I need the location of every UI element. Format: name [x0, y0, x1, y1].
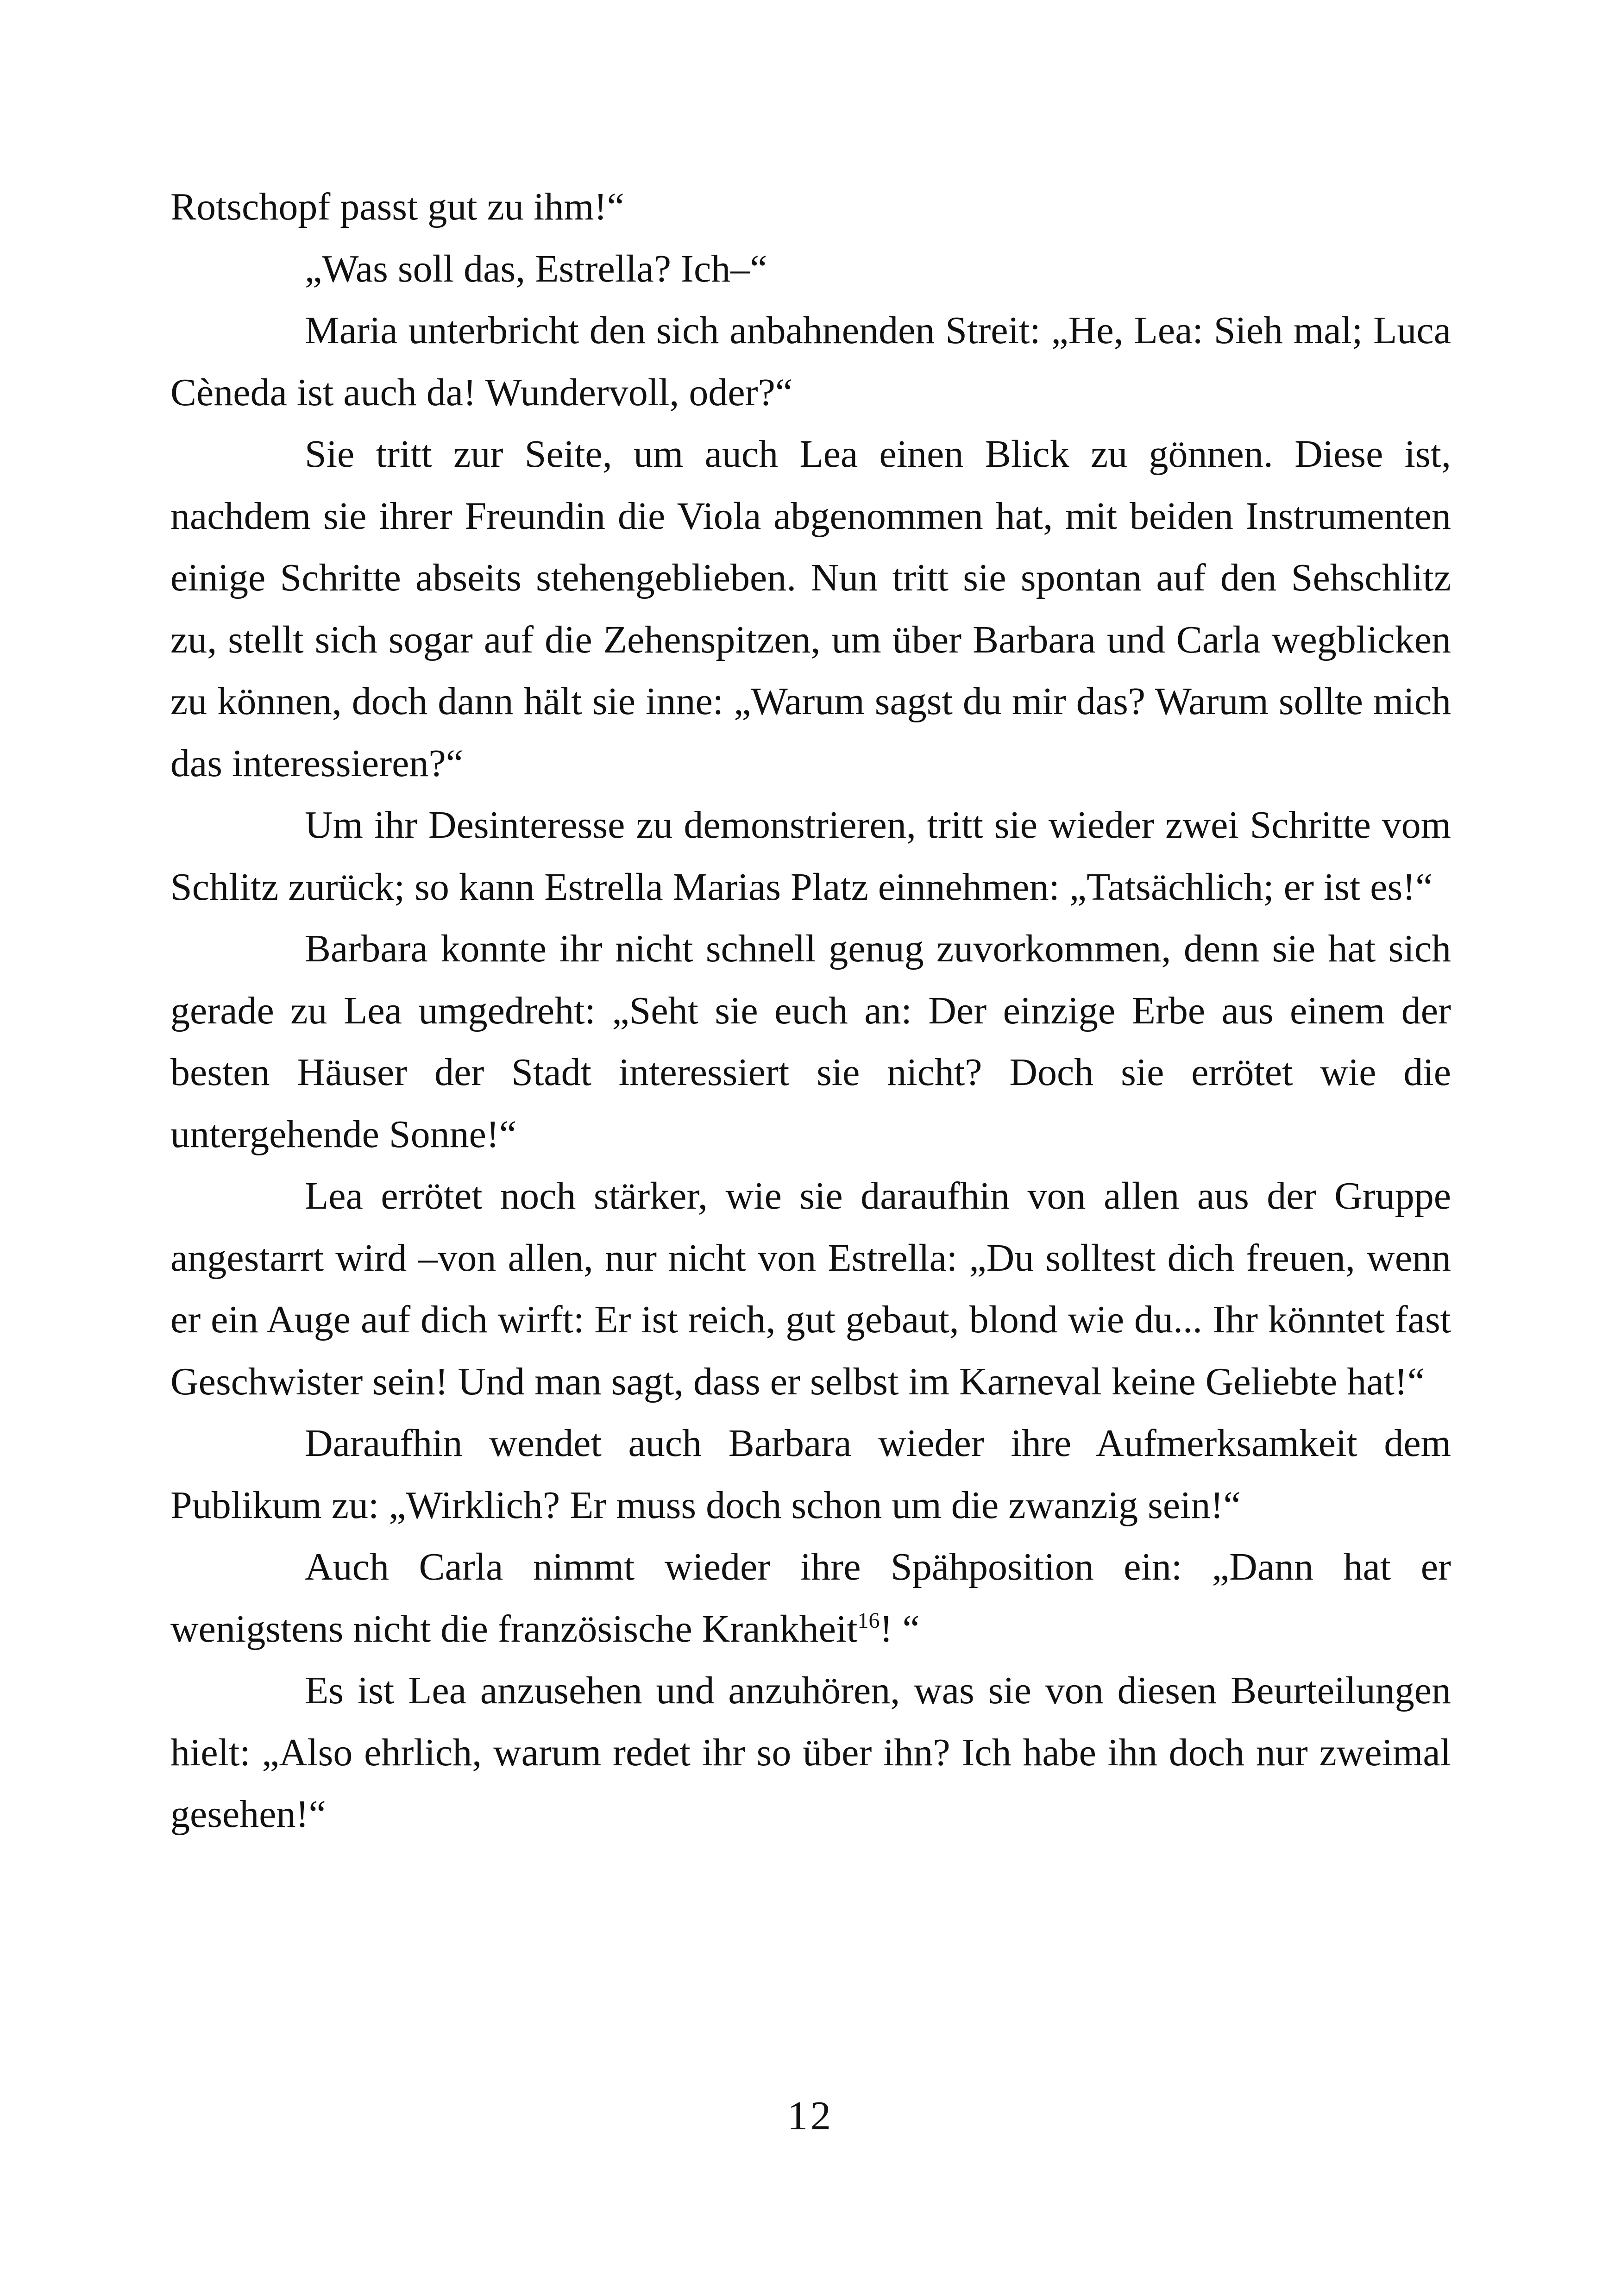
paragraph-6: Barbara konnte ihr nicht schnell genug zuvorkommen, denn sie hat sich gerade zu Lea umgedreht: „Seht sie euch an: Der einzige Erbe aus einem der besten Häuser der Stadt interessiert sie nicht? Doch sie errötet wie die untergehende Sonne!“: [170, 927, 1451, 1156]
paragraph-3: Maria unterbricht den sich anbahnenden Streit: „He, Lea: Sieh mal; Luca Cèneda ist auch da! Wundervoll, oder?“: [170, 309, 1451, 414]
paragraph-9-text: Auch Carla nimmt wieder ihre Spähposition ein: „Dann hat er wenigstens nicht die französische Krankheit: [170, 1545, 1451, 1650]
paragraph-7: Lea errötet noch stärker, wie sie daraufhin von allen aus der Gruppe angestarrt wird –von allen, nur nicht von Estrella: „Du solltest dich freuen, wenn er ein Auge auf dich wirft: Er ist reich, gut gebaut, blond wie du... Ihr könntet fast Geschwister sein! Und man sagt, dass er selbst im Karneval keine Geliebte hat!“: [170, 1174, 1451, 1403]
paragraph-10: Es ist Lea anzusehen und anzuhören, was sie von diesen Beurteilungen hielt: „Also ehrlich, warum redet ihr so über ihn? Ich habe ihn doch nur zweimal gesehen!“: [170, 1669, 1451, 1836]
paragraph-8: Daraufhin wendet auch Barbara wieder ihre Aufmerksamkeit dem Publikum zu: „Wirklich? Er muss doch schon um die zwanzig sein!“: [170, 1422, 1451, 1527]
footnote-marker[interactable]: 16: [857, 1608, 880, 1633]
page-number: 12: [787, 2094, 834, 2139]
paragraph-2: „Was soll das, Estrella? Ich–“: [305, 247, 767, 290]
paragraph-4: Sie tritt zur Seite, um auch Lea einen Blick zu gönnen. Diese ist, nachdem sie ihrer Freundin die Viola abgenommen hat, mit beiden Instrumenten einige Schritte abseits stehengeblieben. Nun tritt sie spontan auf den Sehschlitz zu, stellt sich sogar auf die Zehenspitzen, um über Barbara und Carla wegblicken zu können, doch dann hält sie inne: „Warum sagst du mir das? Warum sollte mich das interessieren?“: [170, 433, 1451, 785]
paragraph-5: Um ihr Desinteresse zu demonstrieren, tritt sie wieder zwei Schritte vom Schlitz zurück; so kann Estrella Marias Platz einnehmen: „Tatsächlich; er ist es!“: [170, 803, 1451, 909]
paragraph-1: Rotschopf passt gut zu ihm!“: [170, 185, 624, 228]
body-text: [170, 176, 1451, 1845]
paragraph-9-end: ! “: [880, 1607, 920, 1650]
paragraph-9: [170, 1536, 1451, 1660]
